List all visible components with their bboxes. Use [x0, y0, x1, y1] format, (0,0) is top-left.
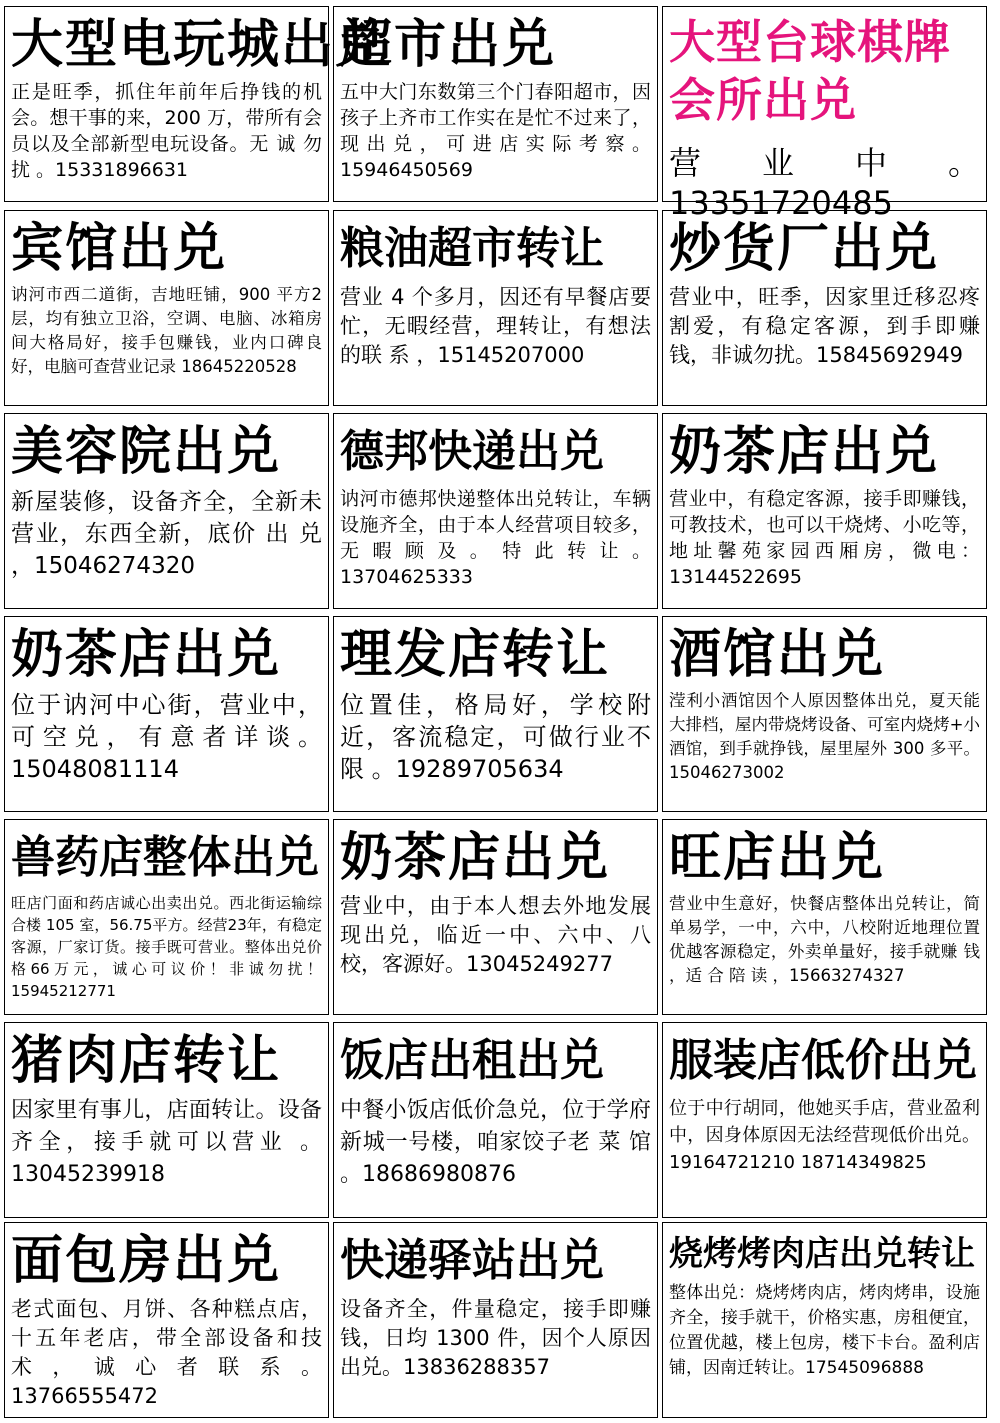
ad-body: 营业中生意好，快餐店整体出兑转让，简单易学，一中，六中，八校附近地理位置优越客源稳定，外卖单量好，接手就赚 钱 ，适 合 陪 读 ，	[669, 894, 980, 985]
ad-title: 奶茶店出兑	[11, 625, 282, 685]
ad-phone: 15048081114	[11, 755, 179, 783]
ad-body: 位于讷河中心街，营业中，可空兑，有意者详谈。	[11, 691, 322, 751]
ad-bakery	[4, 1222, 329, 1418]
ad-title: 旺店出兑	[669, 828, 886, 888]
ad-phone: 13144522695	[669, 566, 802, 588]
ad-title: 奶茶店出兑	[340, 828, 611, 888]
ad-title: 美容院出兑	[11, 422, 282, 482]
ad-deppon-express	[333, 413, 658, 609]
ad-body: 营业中，有稳定客源，接手即赚钱，可教技术，也可以干烧烤、小吃等，地址馨苑家园西厢房，微电：	[669, 488, 980, 562]
ad-parcel-station	[333, 1222, 658, 1418]
ad-body: 五中大门东数第三个门春阳超市，因孩子上齐市工作实在是忙不过来了，现出兑，可进店实际考察。	[340, 81, 651, 155]
ad-beauty-salon	[4, 413, 329, 609]
ad-phone: 15046274320	[34, 553, 195, 579]
ad-title: 宾馆出兑	[11, 219, 228, 279]
ad-hot-shop	[662, 819, 987, 1015]
ad-phone: 19164721210 18714349825	[669, 1152, 927, 1173]
ad-phone: 15145207000	[437, 343, 585, 367]
ad-body: 正是旺季，抓住年前年后挣钱的机会。想干事的来，200 万，带所有会员以及全部新型电玩设备。无 诚 勿 扰 。	[11, 81, 322, 181]
ad-billiards	[662, 6, 987, 222]
ad-body: 老式面包、月饼、各种糕点店，十五年老店，带全部设备和技术，诚心者联系。	[11, 1297, 322, 1379]
ad-phone: 17545096888	[805, 1358, 924, 1378]
ad-phone: 15663274327	[788, 966, 905, 985]
ad-phone: 18645220528	[181, 357, 297, 376]
ad-body: 设备齐全，件量稳定，接手即赚钱，日均 1300 件，因个人原因出兑。	[340, 1297, 651, 1379]
ad-bbq-shop	[662, 1222, 987, 1418]
ad-body: 营业 4 个多月，因还有早餐店要忙，无暇经营，理转让，有想法的联 系 ，	[340, 285, 651, 367]
ad-milk-tea-1	[662, 413, 987, 609]
ad-title: 超市出兑	[340, 15, 557, 75]
ad-body: 位置佳，格局好，学校附近，客流稳定，可做行业不 限 。	[340, 691, 651, 783]
ad-phone: 13766555472	[11, 1384, 158, 1408]
ad-phone: 13045249277	[466, 952, 613, 976]
ad-body: 旺店门面和药店诚心出卖出兑。西北街运输综合楼 105 室，56.75平方。经营23年，有稳定客源，厂家订货。接手既可营业。整体出兑价格66万元，诚心可议价！非诚勿扰！	[11, 894, 322, 978]
ad-milk-tea-2	[4, 616, 329, 812]
ad-vet-pharmacy	[4, 819, 329, 1015]
ad-title: 奶茶店出兑	[669, 422, 940, 482]
ad-body: 中餐小饭店低价急兑，位于学府新城一号楼，咱家饺子老 菜 馆 。	[340, 1098, 651, 1187]
ad-title: 德邦快递出兑	[340, 426, 604, 477]
ad-phone: 13836288357	[403, 1355, 550, 1379]
ad-arcade	[4, 6, 390, 202]
ad-body: 营业中，旺季，因家里迁移忍疼割爱，有稳定客源，到手即赚钱，非诚勿扰。	[669, 285, 980, 367]
ad-phone: 15946450569	[340, 159, 473, 181]
ad-milk-tea-3	[333, 819, 658, 1015]
ad-roasted-goods	[662, 210, 987, 406]
ad-title: 快递驿站出兑	[340, 1235, 604, 1286]
ad-hotel	[4, 210, 329, 406]
ad-body: 滢利小酒馆因个人原因整体出兑，夏天能大排档，屋内带烧烤设备、可室内烧烤+小酒馆，到手就挣钱，屋里屋外 300 多平。	[669, 691, 980, 758]
ad-phone: 15945212771	[11, 982, 116, 1000]
ad-title: 理发店转让	[340, 625, 611, 685]
ad-pork-shop	[4, 1022, 329, 1218]
ad-body: 营业中。	[669, 144, 980, 182]
ad-barbershop	[333, 616, 658, 812]
ad-body: 新屋装修，设备齐全，全新未营业，东西全新，底价 出 兑 ，	[11, 489, 322, 579]
ad-title: 炒货厂出兑	[669, 219, 940, 279]
ad-phone: 15331896631	[55, 159, 189, 181]
ad-title: 兽药店整体出兑	[11, 832, 319, 883]
ad-title: 面包房出兑	[11, 1231, 282, 1291]
ad-clothing-store	[662, 1022, 987, 1218]
ad-phone: 18686980876	[362, 1162, 516, 1187]
ad-title: 服装店低价出兑	[669, 1035, 977, 1086]
ad-title: 大型台球棋牌会所出兑	[669, 15, 951, 127]
ad-title: 饭店出租出兑	[340, 1035, 604, 1086]
ad-grain-oil	[333, 210, 658, 406]
ad-title: 大型电玩城出兑	[11, 15, 390, 75]
ad-restaurant	[333, 1022, 658, 1218]
ad-title: 烧烤烤肉店出兑转让	[669, 1234, 975, 1274]
ad-title: 粮油超市转让	[340, 223, 604, 274]
ad-phone: 13704625333	[340, 566, 473, 588]
ad-title: 酒馆出兑	[669, 625, 886, 685]
ad-title: 猪肉店转让	[11, 1031, 282, 1091]
ad-body: 讷河市德邦快递整体出兑转让，车辆设施齐全，由于本人经营项目较多，无暇顾及。特此转让。	[340, 488, 651, 562]
ad-phone: 19289705634	[395, 755, 564, 783]
ad-body: 位于中行胡同，他她买手店，营业盈利中，因身体原因无法经营现低价出兑。	[669, 1098, 980, 1146]
ad-supermarket	[333, 6, 658, 202]
ad-phone: 13351720485	[669, 184, 893, 222]
ad-body: 讷河市西二道街，吉地旺铺，900 平方2层，均有独立卫浴，空调、电脑、冰箱房间大格局好，接手包赚钱，业内口碑良好，电脑可查营业记录	[11, 285, 322, 376]
ad-phone: 13045239918	[11, 1162, 165, 1187]
ad-body: 整体出兑：烧烤烤肉店，烤肉烤串，设施齐全，接手就干，价格实惠，房租便宜，位置优越，楼上包房，楼下卡台。盈利店铺，因南迁转让。	[669, 1283, 980, 1378]
ad-body: 因家里有事儿，店面转让。设备齐全，接手就可以营业 。	[11, 1098, 322, 1155]
ad-body: 营业中，由于本人想去外地发展现出兑，临近一中、六中、八校，客源好。	[340, 894, 651, 976]
ad-phone: 15845692949	[816, 343, 963, 367]
ad-phone: 15046273002	[669, 763, 785, 782]
ad-tavern	[662, 616, 987, 812]
